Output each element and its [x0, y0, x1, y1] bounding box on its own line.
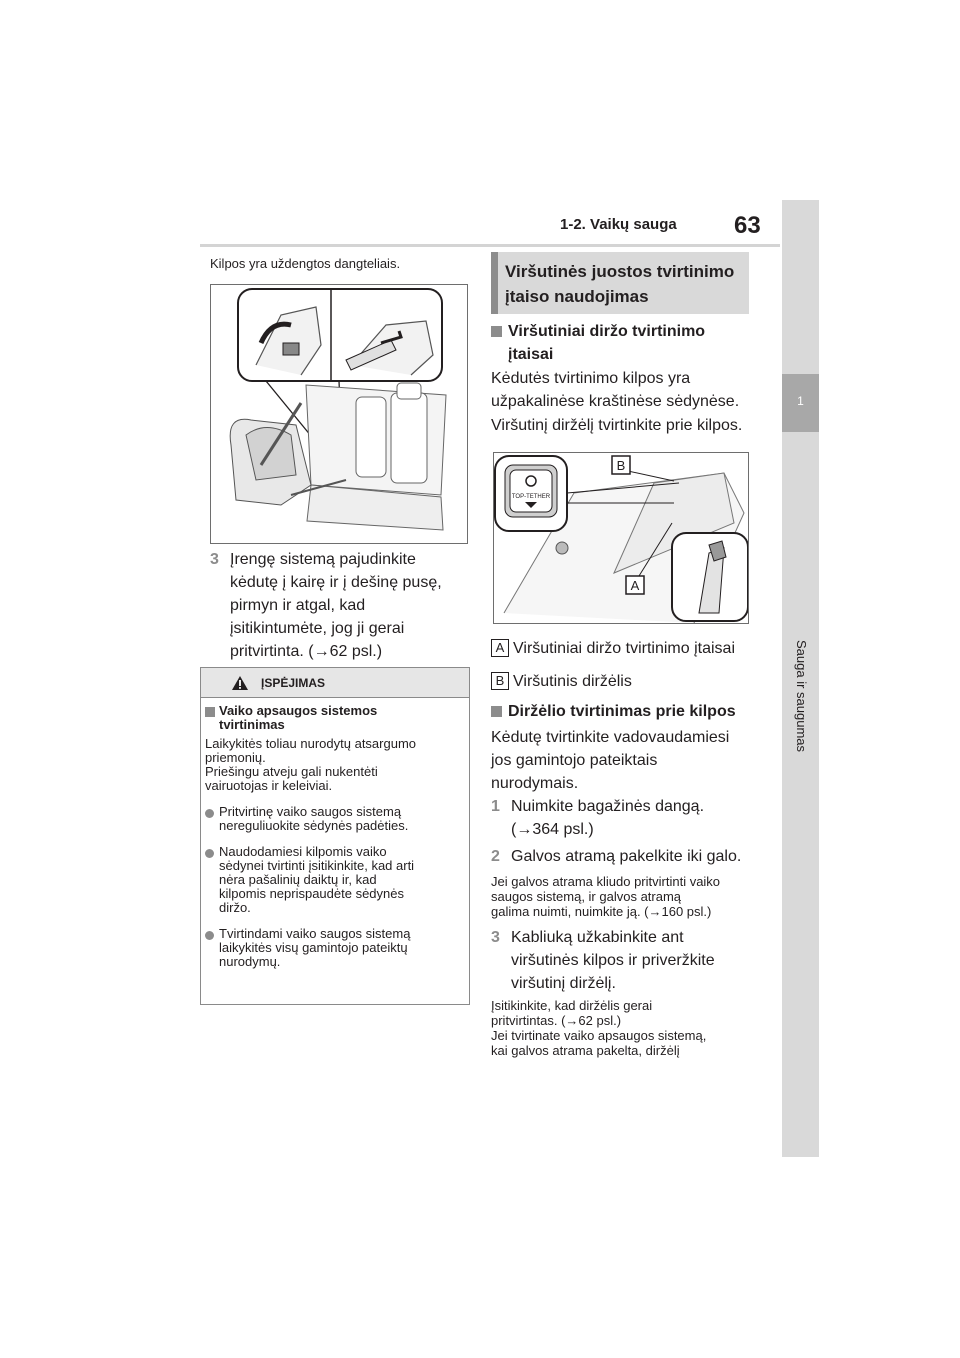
legend-item-b — [491, 670, 751, 693]
header-rule — [200, 244, 780, 247]
step-line: kėdutę į kairę ir į dešinę pusę, — [230, 574, 442, 591]
step-line: viršutinės kilpos ir priveržkite — [511, 952, 715, 969]
note-line: Jei tvirtinate vaiko apsaugos sistemą, — [491, 1028, 707, 1043]
step-number: 3 — [210, 551, 219, 568]
warning-bullet-line: Naudodamiesi kilpomis vaiko — [219, 844, 387, 859]
right-step-1 — [491, 795, 753, 841]
subheading — [491, 700, 761, 723]
subheading-line: Viršutiniai diržo tvirtinimo — [508, 323, 706, 340]
warning-bullet — [205, 805, 463, 833]
label-a-box: A — [491, 639, 509, 657]
warning-bullet-line: diržo. — [219, 900, 251, 915]
warning-bullet-line: kilpomis neprispaudėte sėdynės — [219, 886, 404, 901]
warning-title: ĮSPĖJIMAS — [261, 676, 326, 690]
seat-anchor-figure — [210, 284, 468, 544]
warning-header — [201, 668, 469, 698]
step-line: viršutinį diržėlį. — [511, 975, 616, 992]
legend-item-a — [491, 637, 761, 660]
child-seat-illustration — [211, 285, 468, 544]
warning-heading-line: tvirtinimas — [219, 717, 285, 732]
warning-bullet — [205, 927, 463, 969]
warning-bullet-line: Pritvirtinę vaiko saugos sistemą — [219, 804, 402, 819]
subheading-line: Diržėlio tvirtinimas prie kilpos — [508, 703, 736, 720]
chapter-number: 1 — [797, 394, 804, 408]
legend-text: Viršutiniai diržo tvirtinimo įtaisai — [513, 640, 735, 657]
step-line: įsitikintumėte, jog ji gerai — [230, 620, 405, 637]
top-tether-text: TOP-TETHER — [511, 494, 551, 500]
subsection-anchors — [491, 320, 751, 366]
square-bullet-icon — [205, 707, 215, 717]
paragraph — [491, 726, 751, 795]
section-heading-box — [491, 252, 749, 314]
step-line: Įrengę sistemą pajudinkite — [230, 551, 416, 568]
note — [491, 998, 751, 1058]
label-b-box: B — [491, 672, 509, 690]
warning-bullet-line: laikykitės visų gamintojo pateiktų — [219, 940, 408, 955]
subsection-strap — [491, 700, 761, 723]
note-line: Įsitikinkite, kad diržėlis gerai — [491, 998, 653, 1013]
note — [491, 874, 751, 919]
warning-triangle-icon — [231, 675, 249, 691]
paragraph-line: Kėdutę tvirtinkite vadovaudamiesi — [491, 729, 730, 746]
step-line: Kabliuką užkabinkite ant — [511, 929, 684, 946]
warning-body — [201, 698, 469, 969]
note-line: kai galvos atrama pakelta, diržėlį — [491, 1043, 680, 1058]
section-heading-line: įtaiso naudojimas — [505, 287, 649, 306]
warning-para-line: Laikykitės toliau nurodytų atsargumo — [205, 736, 417, 751]
step-line: (→364 psl.) — [511, 821, 594, 838]
step-line: pritvirtinta. (→62 psl.) — [230, 643, 383, 660]
chapter-label: Sauga ir saugumas — [794, 640, 809, 753]
subheading-line: įtaisai — [508, 346, 554, 363]
top-tether-illustration — [494, 453, 749, 624]
step-number: 1 — [491, 798, 500, 815]
step-line: Nuimkite bagažinės dangą. — [511, 798, 705, 815]
warning-para-line: vairuotojas ir keleiviai. — [205, 778, 333, 793]
subheading — [491, 320, 751, 366]
right-step-3 — [491, 926, 753, 995]
round-bullet-icon — [205, 931, 214, 940]
intro-text: Kilpos yra uždengtos dangteliais. — [210, 256, 401, 271]
paragraph-line: užpakalinėse kraštinėse sėdynėse. — [491, 393, 740, 410]
paragraph-line: Kėdutės tvirtinimo kilpos yra — [491, 370, 691, 387]
warning-para-line: Priešingu atveju gali nukentėti — [205, 764, 378, 779]
warning-bullet-line: Tvirtindami vaiko saugos sistemą — [219, 926, 411, 941]
note-line: Jei galvos atrama kliudo pritvirtinti vaiko — [491, 874, 721, 889]
warning-heading-line: Vaiko apsaugos sistemos — [219, 703, 378, 718]
square-bullet-icon — [491, 706, 502, 717]
section-heading-line: Viršutinės juostos tvirtinimo — [505, 262, 735, 281]
step-line: pirmyn ir atgal, kad — [230, 597, 366, 614]
warning-box — [200, 667, 470, 1005]
top-tether-figure — [493, 452, 749, 624]
left-step-3 — [210, 548, 472, 663]
label-a-figure: A — [630, 578, 640, 593]
square-bullet-icon — [491, 326, 502, 337]
round-bullet-icon — [205, 849, 214, 858]
warning-bullet-line: nėra pašalinių daiktų ir, kad — [219, 872, 377, 887]
chapter-side-tab — [782, 200, 819, 1157]
page-number: 63 — [734, 212, 761, 239]
legend-text: Viršutinis diržėlis — [513, 673, 632, 690]
label-b-figure: B — [616, 458, 626, 473]
note-line: pritvirtintas. (→62 psl.) — [491, 1013, 622, 1028]
right-step-2 — [491, 845, 761, 868]
step-number: 2 — [491, 848, 500, 865]
paragraph — [491, 367, 751, 413]
warning-heading — [205, 704, 463, 732]
round-bullet-icon — [205, 809, 214, 818]
warning-para-line: priemonių. — [205, 750, 266, 765]
warning-bullet-line: nereguliuokite sėdynės padėties. — [219, 818, 409, 833]
warning-bullet — [205, 845, 463, 915]
note-line: saugos sistemą, ir galvos atramą — [491, 889, 682, 904]
paragraph: Viršutinį diržėlį tvirtinkite prie kilpos. — [491, 417, 743, 434]
note-line: galima nuimti, nuimkite ją. (→160 psl.) — [491, 904, 712, 919]
step-number: 3 — [491, 929, 500, 946]
warning-paragraph — [205, 737, 463, 793]
paragraph-line: jos gamintojo pateiktais — [491, 752, 658, 769]
paragraph-line: nurodymais. — [491, 775, 579, 792]
warning-bullet-line: sėdynei tvirtinti įsitikinkite, kad arti — [219, 858, 415, 873]
section-title: 1-2. Vaikų sauga — [560, 216, 677, 233]
warning-bullet-line: nurodymų. — [219, 954, 281, 969]
step-line: Galvos atramą pakelkite iki galo. — [511, 848, 742, 865]
